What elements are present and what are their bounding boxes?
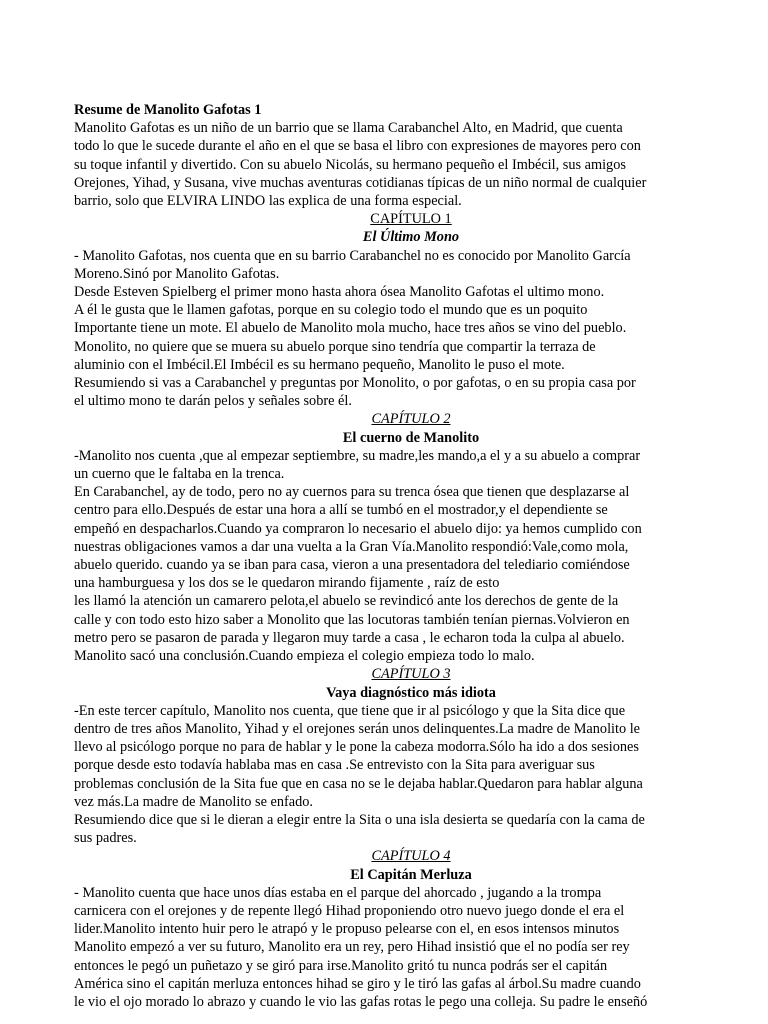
chapter-title: El cuerno de Manolito bbox=[342, 429, 480, 446]
chapter-title: El Capitán Merluza bbox=[350, 866, 472, 883]
document-title: Resume de Manolito Gafotas 1 bbox=[74, 102, 262, 118]
chapter-line: dentro de tres años Manolito, Yihad y el orejones serán unos delinquentes.La madre de Manolito le bbox=[74, 720, 641, 737]
chapter-title: Vaya diagnóstico más idiota bbox=[326, 684, 496, 701]
chapter-line: Monolito, no quiere que se muera su abuelo porque sino tendría que compartir la terraza de bbox=[74, 338, 596, 355]
chapter-line: un cuerno que le faltaba en la trenca. bbox=[74, 466, 285, 483]
chapter-line: el ultimo mono te darán pelos y señales sobre él. bbox=[74, 393, 352, 410]
chapter-line: porque desde esto todavía hablaba mas en casa .Se entrevisto con la Sita para averiguar sus bbox=[74, 757, 595, 774]
intro-line: Manolito Gafotas es un niño de un barrio que se llama Carabanchel Alto, en Madrid, que cuenta bbox=[74, 120, 623, 137]
intro-line: barrio, solo que ELVIRA LINDO las explica de una forma especial. bbox=[74, 193, 462, 210]
chapter-line: metro pero se pasaron de parada y llegaron muy tarde a casa , le echaron toda la culpa al abuelo. bbox=[74, 629, 625, 646]
chapter-line: calle y con todo esto hizo saber a Monolito que las locutoras también tenían piernas.Volvieron en bbox=[74, 611, 630, 628]
chapter-line: sus padres. bbox=[74, 830, 137, 847]
chapter-2 bbox=[74, 410, 748, 665]
chapter-line: abuelo querido. cuando ya se iban para casa, vieron a una presentadora del telediario comiéndose bbox=[74, 557, 630, 574]
chapter-line: -Manolito nos cuenta ,que al empezar septiembre, su madre,les mando,a el y a su abuelo a comprar bbox=[74, 447, 641, 464]
chapter-line: llevo al psicólogo porque no para de hablar y le pone la cabeza modorra.Sólo ha ido a dos sesiones bbox=[74, 739, 639, 756]
chapter-line: - Manolito cuenta que hace unos días estaba en el parque del ahorcado , jugando a la trompa bbox=[74, 884, 602, 901]
chapter-line: una hamburguesa y los dos se le quedaron mirando fijamente , raíz de esto bbox=[74, 575, 500, 592]
chapter-line: carnicera con el orejones y de repente llegó Hihad proponiendo otro nuevo juego donde el era el bbox=[74, 902, 625, 919]
chapter-line: entonces le pegó un puñetazo y se giró para irse.Manolito gritó tu nunca podrás ser el capitán bbox=[74, 957, 608, 974]
chapter-line: En Carabanchel, ay de todo, pero no ay cuernos para su trenca ósea que tienen que desplazarse al bbox=[74, 484, 630, 501]
chapter-4 bbox=[74, 847, 748, 1011]
chapter-line: empeñó en despacharlos.Cuando ya compraron lo necesario el abuelo dijo: ya hemos cumplido con bbox=[74, 520, 642, 537]
chapter-line: le vio el ojo morado lo abrazo y cuando le vio las gafas rotas le pego una colleja. Su padre le enseñó bbox=[74, 993, 648, 1010]
chapter-line: Resumiendo dice que si le dieran a elegir entre la Sita o una isla desierta se quedaría con la cama de bbox=[74, 811, 645, 828]
chapter-line: Moreno.Sinó por Manolito Gafotas. bbox=[74, 265, 280, 282]
chapter-3 bbox=[74, 665, 748, 847]
chapter-line: problemas conclusión de la Sita fue que en casa no se le dejaba hablar.Quedaron para hablar alguna bbox=[74, 775, 643, 792]
intro-line: todo lo que le sucede durante el año en el que se basa el libro con expresiones de mayores pero con bbox=[74, 138, 641, 155]
chapter-number: CAPÍTULO 4 bbox=[371, 848, 451, 865]
chapter-number: CAPÍTULO 3 bbox=[371, 666, 451, 683]
chapter-line: América sino el capitán merluza entonces hihad se giro y le tiró las gafas al árbol.Su madre cuando bbox=[74, 975, 641, 992]
chapter-number: CAPÍTULO 1 bbox=[370, 211, 452, 228]
intro-line: Orejones, Yihad, y Susana, vive muchas aventuras cotidianas típicas de un niño normal de cualquier bbox=[74, 174, 647, 191]
chapter-line: Importante tiene un mote. El abuelo de Manolito mola mucho, hace tres años se vino del pueblo. bbox=[74, 320, 627, 337]
chapter-line: vez más.La madre de Manolito se enfado. bbox=[74, 793, 313, 810]
intro-paragraph bbox=[74, 119, 748, 210]
chapter-line: lider.Manolito intento huir pero le atrapó y le propuso pelearse con el, en esos intensos minutos bbox=[74, 921, 620, 938]
chapter-line: -En este tercer capítulo, Manolito nos cuenta, que tiene que ir al psicólogo y que la Sita dice que bbox=[74, 702, 626, 719]
chapter-line: - Manolito Gafotas, nos cuenta que en su barrio Carabanchel no es conocido por Manolito García bbox=[74, 247, 631, 264]
chapter-title: El Último Mono bbox=[362, 229, 460, 246]
chapter-line: A él le gusta que le llamen gafotas, porque en su colegio todo el mundo que es un poquito bbox=[74, 302, 588, 319]
chapter-line: Resumiendo si vas a Carabanchel y preguntas por Monolito, o por gafotas, o en su propia casa por bbox=[74, 375, 636, 392]
chapter-line: nuestras obligaciones vamos a dar una vuelta a la Gran Vía.Manolito respondió:Vale,como mola, bbox=[74, 538, 629, 555]
chapter-line: centro para ello.Después de estar una hora a allí se tumbó en el mostrador,y el dependiente se bbox=[74, 502, 608, 519]
chapter-line: les llamó la atención un camarero pelota,el abuelo se revindicó ante los derechos de gente de la bbox=[74, 593, 619, 610]
chapter-1 bbox=[74, 210, 748, 410]
chapter-line: Manolito empezó a ver su futuro, Manolito era un rey, pero Hihad insistió que el no podía ser rey bbox=[74, 939, 630, 956]
chapter-number: CAPÍTULO 2 bbox=[371, 411, 451, 428]
chapter-line: aluminio con el Imbécil.El Imbécil es su hermano pequeño, Manolito le puso el mote. bbox=[74, 356, 565, 373]
chapter-line: Desde Esteven Spielberg el primer mono hasta ahora ósea Manolito Gafotas el ultimo mono. bbox=[74, 284, 605, 301]
intro-line: su toque infantil y divertido. Con su abuelo Nicolás, su hermano pequeño el Imbécil, sus amigos bbox=[74, 156, 626, 173]
chapter-line: Manolito sacó una conclusión.Cuando empieza el colegio empieza todo lo malo. bbox=[74, 648, 535, 665]
